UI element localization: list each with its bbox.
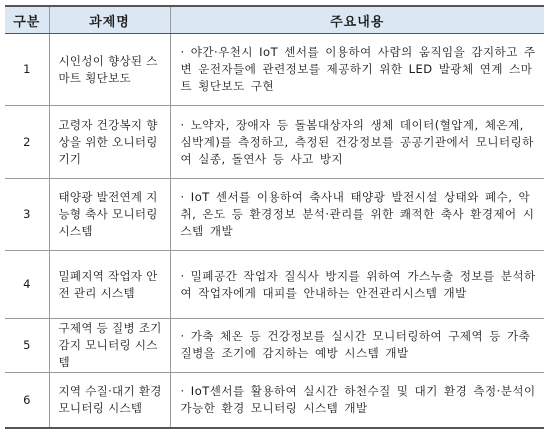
task-name: 시인성이 향상된 스마트 횡단보도 (49, 34, 170, 106)
table-header-row (5, 6, 544, 34)
row-number: 4 (5, 251, 49, 318)
table-row (5, 373, 544, 428)
row-number: 1 (5, 34, 49, 106)
task-description: · 야간·우천시 IoT 센서를 이용하여 사람의 움직임을 감지하고 주변 운전자들에 관련정보를 제공하기 위한 LED 발광체 연계 스마트 횡단보도 구현 (170, 34, 544, 106)
header-content: 주요내용 (170, 6, 544, 34)
task-description: · IoT센서를 활용하여 실시간 하천수질 및 대기 환경 측정·분석이 가능한 환경 모니터링 시스템 개발 (170, 373, 544, 428)
task-name: 밀폐지역 작업자 안전 관리 시스템 (49, 251, 170, 318)
task-description: · 노약자, 장애자 등 돌봄대상자의 생체 데이터(혈압계, 체온계, 심박계)를 측정하고, 측정된 건강정보를 공공기관에서 모니터링하여 실종, 돌연사 등 사고 방지 (170, 106, 544, 178)
task-description: · 가축 체온 등 건강정보를 실시간 모니터링하여 구제역 등 가축질병을 조기에 감지하는 예방 시스템 개발 (170, 318, 544, 372)
row-number: 5 (5, 318, 49, 372)
table-row (5, 34, 544, 106)
header-task: 과제명 (49, 6, 170, 34)
task-name: 태양광 발전연계 지능형 축사 모니터링 시스템 (49, 178, 170, 250)
task-name: 구제역 등 질병 조기 감지 모니터링 시스템 (49, 318, 170, 372)
task-name: 고령자 건강복지 향상을 위한 오니터링 기기 (49, 106, 170, 178)
table-row (5, 106, 544, 178)
task-description: · 밀폐공간 작업자 질식사 방지를 위하여 가스누출 정보를 분석하여 작업자에게 대피를 안내하는 안전관리시스템 개발 (170, 251, 544, 318)
table-row (5, 178, 544, 250)
task-name: 지역 수질·대기 환경 모니터링 시스템 (49, 373, 170, 428)
project-table (5, 5, 544, 429)
row-number: 3 (5, 178, 49, 250)
table-row (5, 251, 544, 318)
task-description: · IoT 센서를 이용하여 축사내 태양광 발전시설 상태와 폐수, 악취, 온도 등 환경정보 분석·관리를 위한 쾌적한 축사 환경제어 시스템 개발 (170, 178, 544, 250)
row-number: 6 (5, 373, 49, 428)
table-row (5, 318, 544, 372)
row-number: 2 (5, 106, 49, 178)
header-no: 구분 (5, 6, 49, 34)
